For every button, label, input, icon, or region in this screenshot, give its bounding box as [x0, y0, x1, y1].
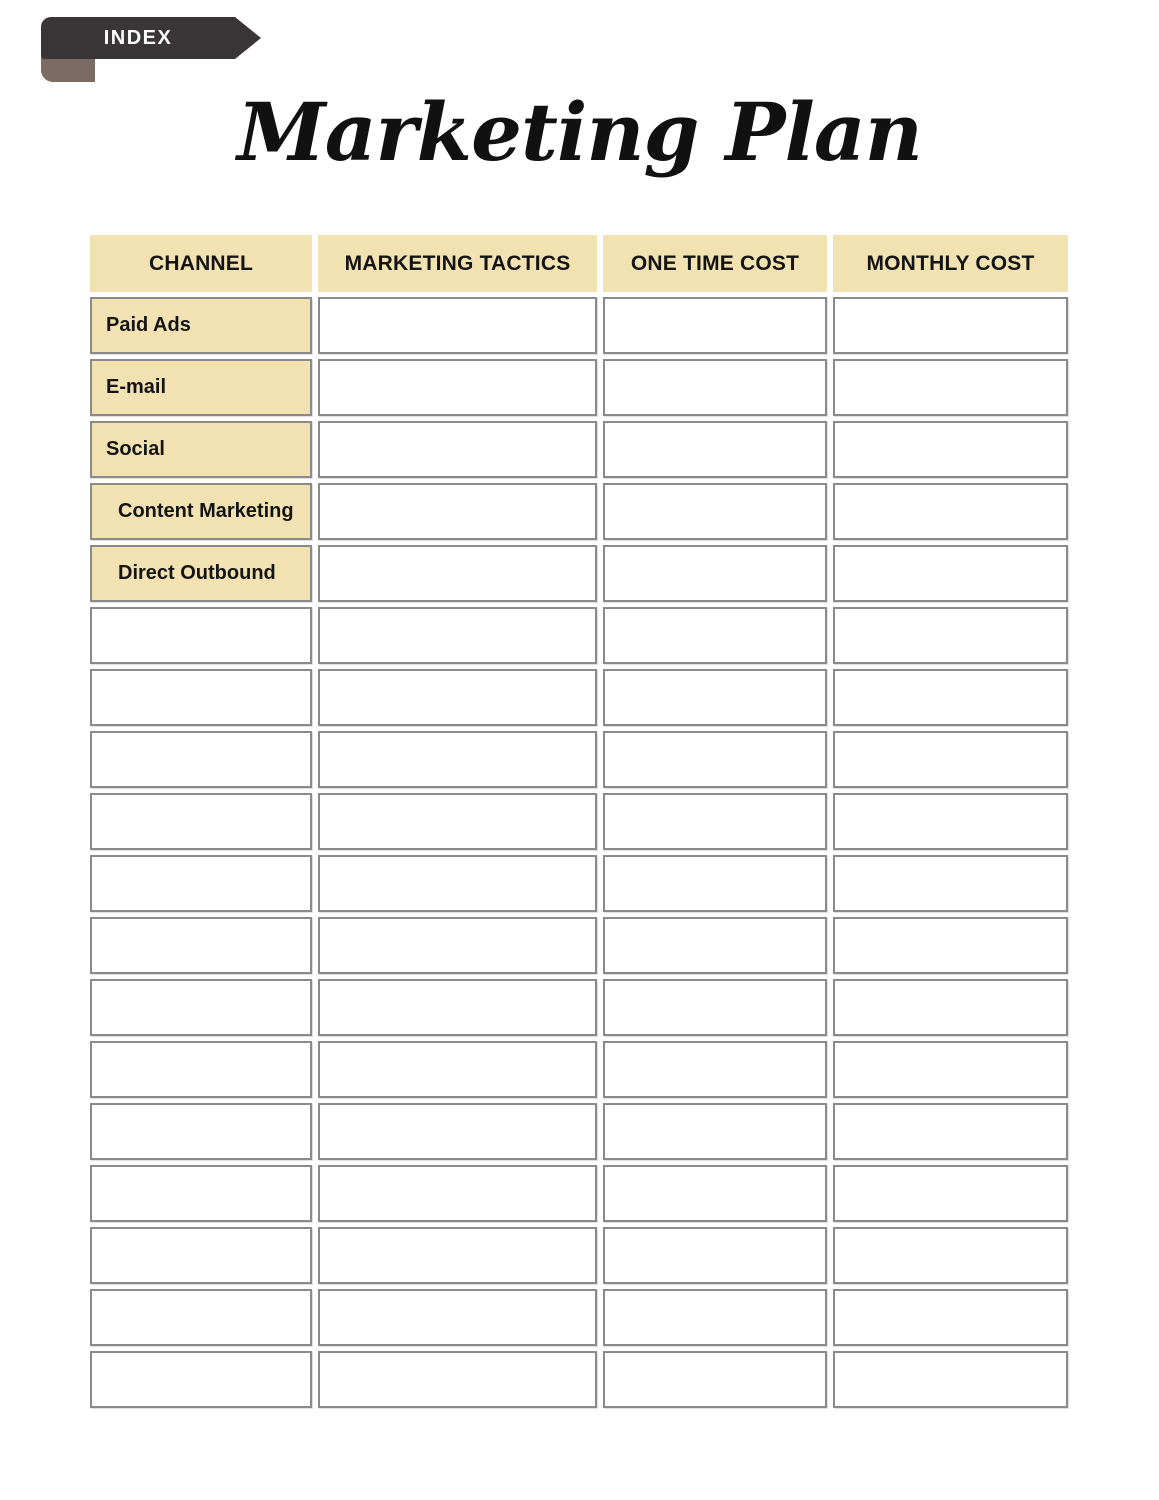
empty-cell[interactable]: [603, 359, 827, 416]
empty-cell[interactable]: [318, 979, 597, 1036]
column-header-3: MONTHLY COST: [833, 235, 1068, 292]
empty-cell[interactable]: [603, 1041, 827, 1098]
empty-cell[interactable]: [603, 1227, 827, 1284]
index-label: INDEX: [103, 26, 173, 49]
empty-cell[interactable]: [833, 1289, 1068, 1346]
empty-cell[interactable]: [90, 1227, 312, 1284]
channel-label-cell: Paid Ads: [90, 297, 312, 354]
empty-cell[interactable]: [318, 421, 597, 478]
empty-cell[interactable]: [603, 421, 827, 478]
index-banner[interactable]: [41, 17, 235, 59]
empty-cell[interactable]: [833, 1227, 1068, 1284]
empty-cell[interactable]: [833, 979, 1068, 1036]
empty-cell[interactable]: [90, 979, 312, 1036]
empty-cell[interactable]: [603, 1165, 827, 1222]
empty-cell[interactable]: [318, 669, 597, 726]
column-header-1: MARKETING TACTICS: [318, 235, 597, 292]
empty-cell[interactable]: [90, 669, 312, 726]
empty-cell[interactable]: [833, 1041, 1068, 1098]
empty-cell[interactable]: [833, 1351, 1068, 1408]
empty-cell[interactable]: [603, 607, 827, 664]
channel-label-cell: E-mail: [90, 359, 312, 416]
empty-cell[interactable]: [90, 793, 312, 850]
empty-cell[interactable]: [833, 917, 1068, 974]
empty-cell[interactable]: [90, 731, 312, 788]
column-header-2: ONE TIME COST: [603, 235, 827, 292]
empty-cell[interactable]: [833, 669, 1068, 726]
empty-cell[interactable]: [318, 1165, 597, 1222]
empty-cell[interactable]: [833, 359, 1068, 416]
empty-cell[interactable]: [90, 1041, 312, 1098]
empty-cell[interactable]: [833, 731, 1068, 788]
empty-cell[interactable]: [603, 917, 827, 974]
index-arrow-icon: [235, 17, 261, 59]
empty-cell[interactable]: [833, 421, 1068, 478]
empty-cell[interactable]: [90, 1165, 312, 1222]
empty-cell[interactable]: [90, 1103, 312, 1160]
empty-cell[interactable]: [603, 731, 827, 788]
empty-cell[interactable]: [833, 855, 1068, 912]
channel-label-cell: Direct Outbound: [90, 545, 312, 602]
empty-cell[interactable]: [318, 483, 597, 540]
empty-cell[interactable]: [833, 793, 1068, 850]
empty-cell[interactable]: [603, 1351, 827, 1408]
empty-cell[interactable]: [318, 607, 597, 664]
column-header-0: CHANNEL: [90, 235, 312, 292]
empty-cell[interactable]: [318, 855, 597, 912]
empty-cell[interactable]: [318, 731, 597, 788]
empty-cell[interactable]: [603, 297, 827, 354]
page-title: Marketing Plan: [237, 85, 922, 179]
empty-cell[interactable]: [603, 979, 827, 1036]
empty-cell[interactable]: [318, 793, 597, 850]
empty-cell[interactable]: [603, 483, 827, 540]
empty-cell[interactable]: [90, 917, 312, 974]
empty-cell[interactable]: [833, 607, 1068, 664]
empty-cell[interactable]: [833, 483, 1068, 540]
empty-cell[interactable]: [90, 607, 312, 664]
channel-label-cell: Social: [90, 421, 312, 478]
empty-cell[interactable]: [318, 1289, 597, 1346]
empty-cell[interactable]: [318, 1103, 597, 1160]
empty-cell[interactable]: [318, 1227, 597, 1284]
empty-cell[interactable]: [90, 1289, 312, 1346]
empty-cell[interactable]: [603, 545, 827, 602]
empty-cell[interactable]: [318, 297, 597, 354]
channel-label-cell: Content Marketing: [90, 483, 312, 540]
empty-cell[interactable]: [318, 1351, 597, 1408]
empty-cell[interactable]: [318, 1041, 597, 1098]
empty-cell[interactable]: [603, 793, 827, 850]
marketing-plan-table: [90, 235, 1068, 1408]
empty-cell[interactable]: [90, 855, 312, 912]
empty-cell[interactable]: [833, 545, 1068, 602]
empty-cell[interactable]: [833, 1103, 1068, 1160]
empty-cell[interactable]: [318, 359, 597, 416]
empty-cell[interactable]: [603, 669, 827, 726]
empty-cell[interactable]: [318, 917, 597, 974]
empty-cell[interactable]: [603, 1103, 827, 1160]
empty-cell[interactable]: [318, 545, 597, 602]
empty-cell[interactable]: [603, 1289, 827, 1346]
empty-cell[interactable]: [833, 297, 1068, 354]
empty-cell[interactable]: [90, 1351, 312, 1408]
empty-cell[interactable]: [833, 1165, 1068, 1222]
empty-cell[interactable]: [603, 855, 827, 912]
